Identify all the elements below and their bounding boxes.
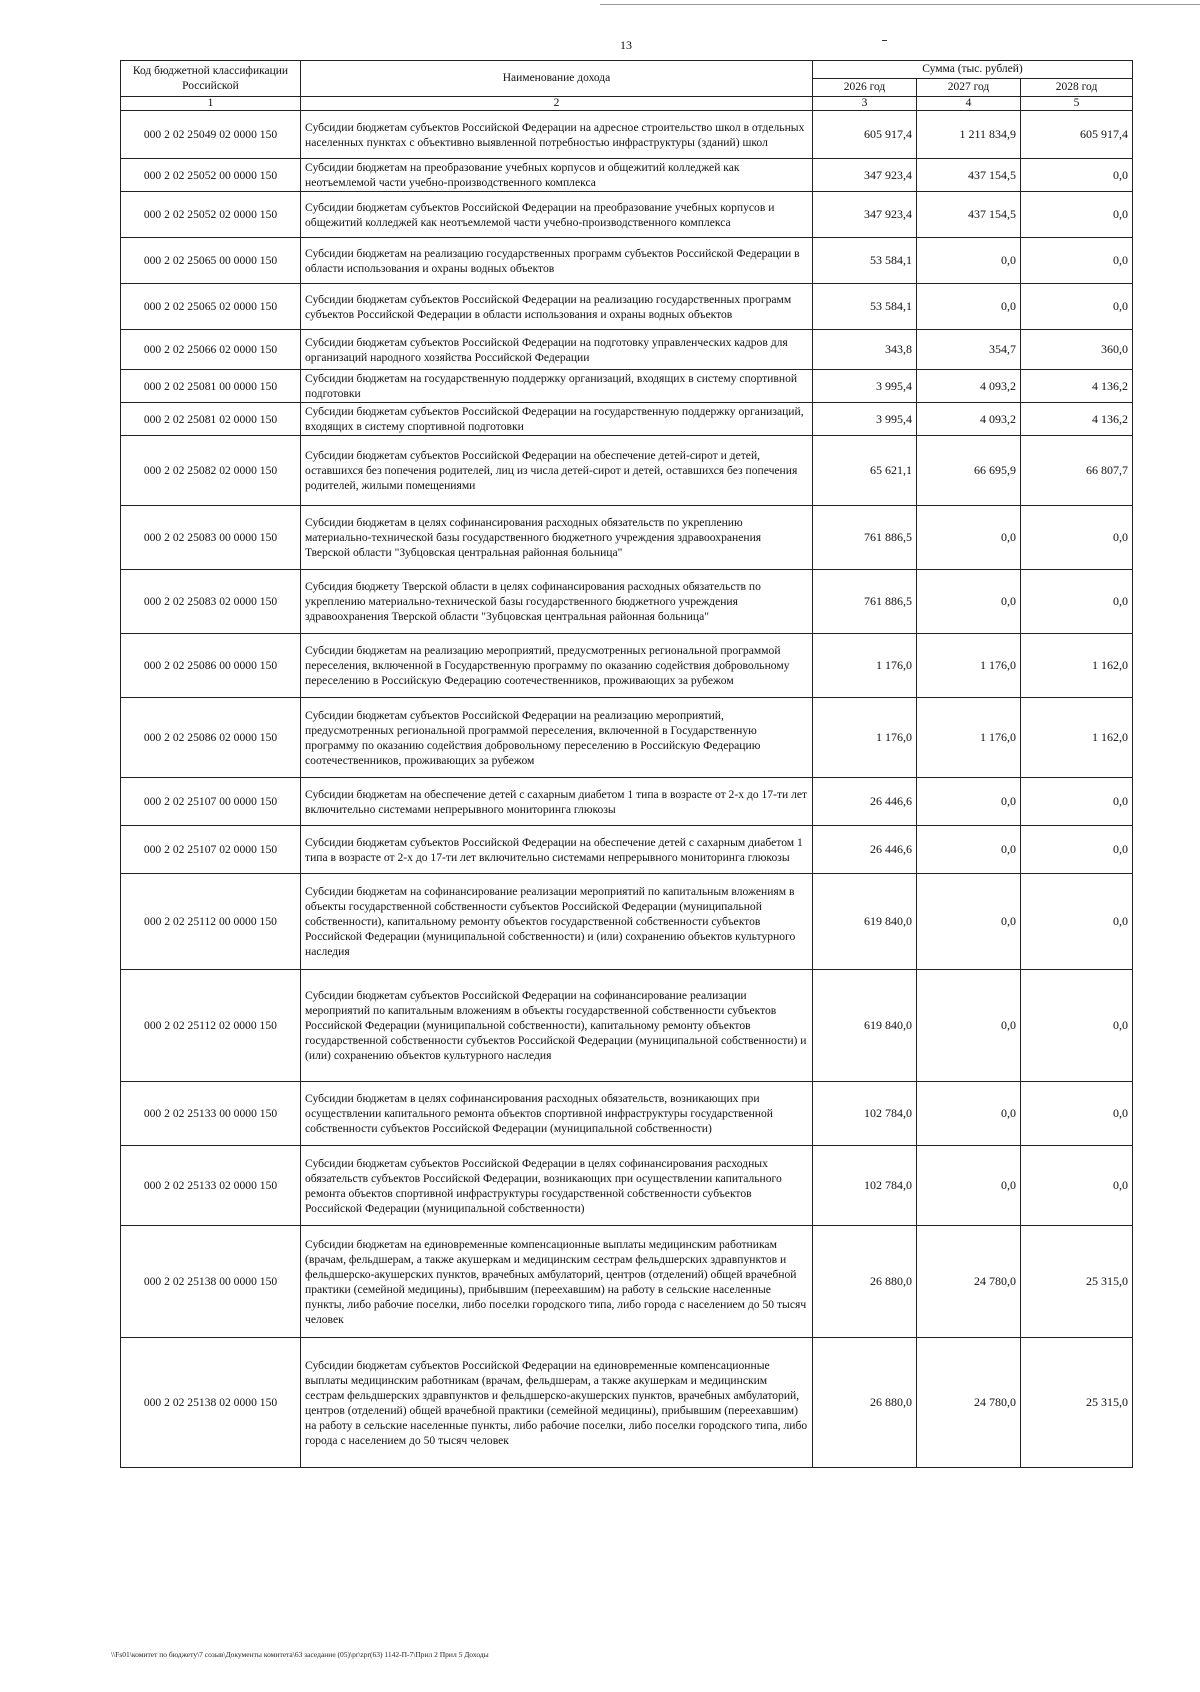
header-year-2027: 2027 год <box>917 79 1021 97</box>
amount-2027-cell: 0,0 <box>917 238 1021 284</box>
table-row <box>121 111 1133 159</box>
budget-code-cell: 000 2 02 25112 00 0000 150 <box>121 874 301 970</box>
amount-2027-cell: 437 154,5 <box>917 159 1021 192</box>
budget-code-cell: 000 2 02 25065 00 0000 150 <box>121 238 301 284</box>
column-number: 3 <box>813 97 917 111</box>
amount-2026-cell: 53 584,1 <box>813 238 917 284</box>
header-code: Код бюджетной классификации Российской <box>121 61 301 97</box>
budget-code-cell: 000 2 02 25081 00 0000 150 <box>121 370 301 403</box>
budget-code-cell: 000 2 02 25138 02 0000 150 <box>121 1338 301 1468</box>
amount-2028-cell: 0,0 <box>1021 970 1133 1082</box>
amount-2027-cell: 24 780,0 <box>917 1338 1021 1468</box>
amount-2026-cell: 3 995,4 <box>813 370 917 403</box>
amount-2026-cell: 619 840,0 <box>813 970 917 1082</box>
amount-2028-cell: 1 162,0 <box>1021 698 1133 778</box>
amount-2026-cell: 347 923,4 <box>813 192 917 238</box>
amount-2027-cell: 24 780,0 <box>917 1226 1021 1338</box>
revenue-table <box>120 60 1133 1468</box>
amount-2027-cell: 0,0 <box>917 506 1021 570</box>
budget-code-cell: 000 2 02 25133 02 0000 150 <box>121 1146 301 1226</box>
budget-code-cell: 000 2 02 25065 02 0000 150 <box>121 284 301 330</box>
budget-code-cell: 000 2 02 25049 02 0000 150 <box>121 111 301 159</box>
budget-code-cell: 000 2 02 25066 02 0000 150 <box>121 330 301 370</box>
table-row <box>121 159 1133 192</box>
amount-2028-cell: 0,0 <box>1021 159 1133 192</box>
table-row <box>121 192 1133 238</box>
amount-2026-cell: 1 176,0 <box>813 634 917 698</box>
table-row <box>121 970 1133 1082</box>
amount-2027-cell: 437 154,5 <box>917 192 1021 238</box>
amount-2026-cell: 26 446,6 <box>813 826 917 874</box>
amount-2027-cell: 0,0 <box>917 826 1021 874</box>
amount-2026-cell: 3 995,4 <box>813 403 917 436</box>
revenue-name-cell: Субсидии бюджетам субъектов Российской Федерации на обеспечение детей-сирот и детей, оставшихся без попечения родителей, лиц из числа детей-сирот и детей, оставшихся без попечения родителей, жилыми помещениями <box>301 436 813 506</box>
amount-2026-cell: 343,8 <box>813 330 917 370</box>
amount-2028-cell: 0,0 <box>1021 192 1133 238</box>
revenue-name-cell: Субсидии бюджетам на единовременные компенсационные выплаты медицинским работникам (врачам, фельдшерам, а также акушеркам и медицинским сестрам фельдшерских здравпунктов и фельдшерско-акушерских пунктов, врачебных амбулаторий, центров (отделений) общей врачебной практики (семейной медицины), прибывшим (переехавшим) на работу в сельские населенные пункты, либо рабочие поселки, либо поселки городского типа, либо города с населением до 50 тысяч человек <box>301 1226 813 1338</box>
amount-2027-cell: 0,0 <box>917 874 1021 970</box>
amount-2028-cell: 0,0 <box>1021 826 1133 874</box>
amount-2028-cell: 4 136,2 <box>1021 370 1133 403</box>
amount-2027-cell: 4 093,2 <box>917 403 1021 436</box>
amount-2026-cell: 102 784,0 <box>813 1082 917 1146</box>
table-row <box>121 506 1133 570</box>
budget-code-cell: 000 2 02 25107 02 0000 150 <box>121 826 301 874</box>
amount-2028-cell: 1 162,0 <box>1021 634 1133 698</box>
revenue-name-cell: Субсидии бюджетам на софинансирование реализации мероприятий по капитальным вложениям в объекты государственной собственности субъектов Российской Федерации (муниципальной собственности), капитальному ремонту объектов государственной собственности субъектов Российской Федерации (муниципальной собственности) и (или) сохранению объектов культурного наследия <box>301 874 813 970</box>
amount-2026-cell: 65 621,1 <box>813 436 917 506</box>
amount-2028-cell: 605 917,4 <box>1021 111 1133 159</box>
amount-2028-cell: 25 315,0 <box>1021 1338 1133 1468</box>
budget-code-cell: 000 2 02 25138 00 0000 150 <box>121 1226 301 1338</box>
column-number-row <box>121 97 1133 111</box>
table-row <box>121 330 1133 370</box>
header-sum: Сумма (тыс. рублей) <box>813 61 1133 79</box>
amount-2027-cell: 354,7 <box>917 330 1021 370</box>
amount-2027-cell: 1 176,0 <box>917 698 1021 778</box>
header-year-2028: 2028 год <box>1021 79 1133 97</box>
table-row <box>121 1082 1133 1146</box>
amount-2027-cell: 66 695,9 <box>917 436 1021 506</box>
revenue-name-cell: Субсидии бюджетам субъектов Российской Федерации на преобразование учебных корпусов и общежитий колледжей как неотъемлемой части учебно-производственного комплекса <box>301 192 813 238</box>
revenue-name-cell: Субсидии бюджетам на реализацию государственных программ субъектов Российской Федерации в области использования и охраны водных объектов <box>301 238 813 284</box>
table-row <box>121 1226 1133 1338</box>
revenue-name-cell: Субсидии бюджетам субъектов Российской Федерации на государственную поддержку организаций, входящих в систему спортивной подготовки <box>301 403 813 436</box>
table-row <box>121 1338 1133 1468</box>
amount-2027-cell: 1 211 834,9 <box>917 111 1021 159</box>
amount-2028-cell: 360,0 <box>1021 330 1133 370</box>
amount-2028-cell: 25 315,0 <box>1021 1226 1133 1338</box>
budget-code-cell: 000 2 02 25083 00 0000 150 <box>121 506 301 570</box>
revenue-name-cell: Субсидии бюджетам в целях софинансирования расходных обязательств по укреплению материально-технической базы государственного бюджетного учреждения здравоохранения Тверской области "Зубцовская центральная районная больница" <box>301 506 813 570</box>
amount-2026-cell: 761 886,5 <box>813 570 917 634</box>
table-row <box>121 436 1133 506</box>
header-name: Наименование дохода <box>301 61 813 97</box>
amount-2028-cell: 0,0 <box>1021 1146 1133 1226</box>
column-number: 4 <box>917 97 1021 111</box>
revenue-name-cell: Субсидии бюджетам субъектов Российской Федерации в целях софинансирования расходных обязательств субъектов Российской Федерации, возникающих при осуществлении капитального ремонта объектов спортивной инфраструктуры государственной собственности субъектов Российской Федерации (муниципальной собственности) <box>301 1146 813 1226</box>
budget-code-cell: 000 2 02 25086 02 0000 150 <box>121 698 301 778</box>
amount-2027-cell: 1 176,0 <box>917 634 1021 698</box>
budget-code-cell: 000 2 02 25133 00 0000 150 <box>121 1082 301 1146</box>
amount-2028-cell: 0,0 <box>1021 506 1133 570</box>
budget-code-cell: 000 2 02 25083 02 0000 150 <box>121 570 301 634</box>
amount-2027-cell: 0,0 <box>917 778 1021 826</box>
column-number: 1 <box>121 97 301 111</box>
amount-2027-cell: 0,0 <box>917 1082 1021 1146</box>
amount-2026-cell: 347 923,4 <box>813 159 917 192</box>
amount-2026-cell: 26 880,0 <box>813 1226 917 1338</box>
amount-2026-cell: 102 784,0 <box>813 1146 917 1226</box>
revenue-name-cell: Субсидия бюджету Тверской области в целях софинансирования расходных обязательств по укреплению материально-технической базы государственного бюджетного учреждения здравоохранения Тверской области "Зубцовская центральная районная больница" <box>301 570 813 634</box>
amount-2027-cell: 0,0 <box>917 570 1021 634</box>
revenue-name-cell: Субсидии бюджетам субъектов Российской Федерации на софинансирование реализации мероприятий по капитальным вложениям в объекты государственной собственности субъектов Российской Федерации (муниципальной собственности), капитальному ремонту объектов государственной собственности субъектов Российской Федерации (муниципальной собственности) и (или) сохранению объектов культурного наследия <box>301 970 813 1082</box>
revenue-name-cell: Субсидии бюджетам субъектов Российской Федерации на реализацию мероприятий, предусмотренных региональной программой переселения, включенной в Государственную программу по оказанию содействия добровольному переселению в Российскую Федерацию соотечественников, проживающих за рубежом <box>301 698 813 778</box>
table-body <box>121 111 1133 1468</box>
revenue-name-cell: Субсидии бюджетам на преобразование учебных корпусов и общежитий колледжей как неотъемлемой части учебно-производственного комплекса <box>301 159 813 192</box>
scan-edge-line <box>600 4 1200 5</box>
amount-2028-cell: 0,0 <box>1021 874 1133 970</box>
revenue-name-cell: Субсидии бюджетам на государственную поддержку организаций, входящих в систему спортивной подготовки <box>301 370 813 403</box>
table-header-row <box>121 61 1133 79</box>
scan-mark <box>882 40 887 41</box>
budget-code-cell: 000 2 02 25082 02 0000 150 <box>121 436 301 506</box>
amount-2028-cell: 0,0 <box>1021 238 1133 284</box>
column-number: 2 <box>301 97 813 111</box>
page-number: 13 <box>620 38 632 52</box>
amount-2027-cell: 0,0 <box>917 1146 1021 1226</box>
amount-2028-cell: 0,0 <box>1021 284 1133 330</box>
amount-2028-cell: 4 136,2 <box>1021 403 1133 436</box>
table-row <box>121 570 1133 634</box>
amount-2028-cell: 66 807,7 <box>1021 436 1133 506</box>
table-row <box>121 874 1133 970</box>
amount-2027-cell: 4 093,2 <box>917 370 1021 403</box>
table-row <box>121 238 1133 284</box>
amount-2026-cell: 1 176,0 <box>813 698 917 778</box>
revenue-name-cell: Субсидии бюджетам субъектов Российской Федерации на обеспечение детей с сахарным диабетом 1 типа в возрасте от 2-х до 17-ти лет включительно системами непрерывного мониторинга глюкозы <box>301 826 813 874</box>
revenue-name-cell: Субсидии бюджетам субъектов Российской Федерации на адресное строительство школ в отдельных населенных пунктах с объективно выявленной потребностью инфраструктуры (зданий) школ <box>301 111 813 159</box>
amount-2026-cell: 619 840,0 <box>813 874 917 970</box>
budget-code-cell: 000 2 02 25081 02 0000 150 <box>121 403 301 436</box>
amount-2028-cell: 0,0 <box>1021 1082 1133 1146</box>
revenue-name-cell: Субсидии бюджетам субъектов Российской Федерации на единовременные компенсационные выплаты медицинским работникам (врачам, фельдшерам, а также акушеркам и медицинским сестрам фельдшерских здравпунктов и фельдшерско-акушерских пунктов, врачебных амбулаторий, центров (отделений) общей врачебной практики (семейной медицины), прибывшим (переехавшим) на работу в сельские населенные пункты, либо рабочие поселки, либо поселки городского типа, либо города с населением до 50 тысяч человек <box>301 1338 813 1468</box>
table-row <box>121 403 1133 436</box>
amount-2027-cell: 0,0 <box>917 284 1021 330</box>
table-row <box>121 778 1133 826</box>
budget-code-cell: 000 2 02 25052 00 0000 150 <box>121 159 301 192</box>
amount-2026-cell: 761 886,5 <box>813 506 917 570</box>
amount-2026-cell: 26 446,6 <box>813 778 917 826</box>
amount-2026-cell: 605 917,4 <box>813 111 917 159</box>
revenue-name-cell: Субсидии бюджетам на реализацию мероприятий, предусмотренных региональной программой переселения, включенной в Государственную программу по оказанию содействия добровольному переселению в Российскую Федерацию соотечественников, проживающих за рубежом <box>301 634 813 698</box>
amount-2028-cell: 0,0 <box>1021 778 1133 826</box>
revenue-name-cell: Субсидии бюджетам на обеспечение детей с сахарным диабетом 1 типа в возрасте от 2-х до 17-ти лет включительно системами непрерывного мониторинга глюкозы <box>301 778 813 826</box>
table-row <box>121 698 1133 778</box>
table-row <box>121 370 1133 403</box>
footer-file-path: \\Fs01\комитет по бюджету\7 созыв\Документы комитета\63 заседание (05)\pr\zpr(63) 1142-П-7\Прил 2 Прил 5 Доходы <box>111 1650 489 1659</box>
header-year-2026: 2026 год <box>813 79 917 97</box>
revenue-name-cell: Субсидии бюджетам в целях софинансирования расходных обязательств, возникающих при осуществлении капитального ремонта объектов спортивной инфраструктуры государственной собственности субъектов Российской Федерации (муниципальной собственности) <box>301 1082 813 1146</box>
table-row <box>121 634 1133 698</box>
amount-2026-cell: 53 584,1 <box>813 284 917 330</box>
table-row <box>121 826 1133 874</box>
budget-code-cell: 000 2 02 25107 00 0000 150 <box>121 778 301 826</box>
table-row <box>121 284 1133 330</box>
amount-2028-cell: 0,0 <box>1021 570 1133 634</box>
table-row <box>121 1146 1133 1226</box>
budget-code-cell: 000 2 02 25086 00 0000 150 <box>121 634 301 698</box>
amount-2027-cell: 0,0 <box>917 970 1021 1082</box>
budget-code-cell: 000 2 02 25112 02 0000 150 <box>121 970 301 1082</box>
revenue-name-cell: Субсидии бюджетам субъектов Российской Федерации на реализацию государственных программ субъектов Российской Федерации в области использования и охраны водных объектов <box>301 284 813 330</box>
column-number: 5 <box>1021 97 1133 111</box>
revenue-name-cell: Субсидии бюджетам субъектов Российской Федерации на подготовку управленческих кадров для организаций народного хозяйства Российской Федерации <box>301 330 813 370</box>
budget-code-cell: 000 2 02 25052 02 0000 150 <box>121 192 301 238</box>
amount-2026-cell: 26 880,0 <box>813 1338 917 1468</box>
